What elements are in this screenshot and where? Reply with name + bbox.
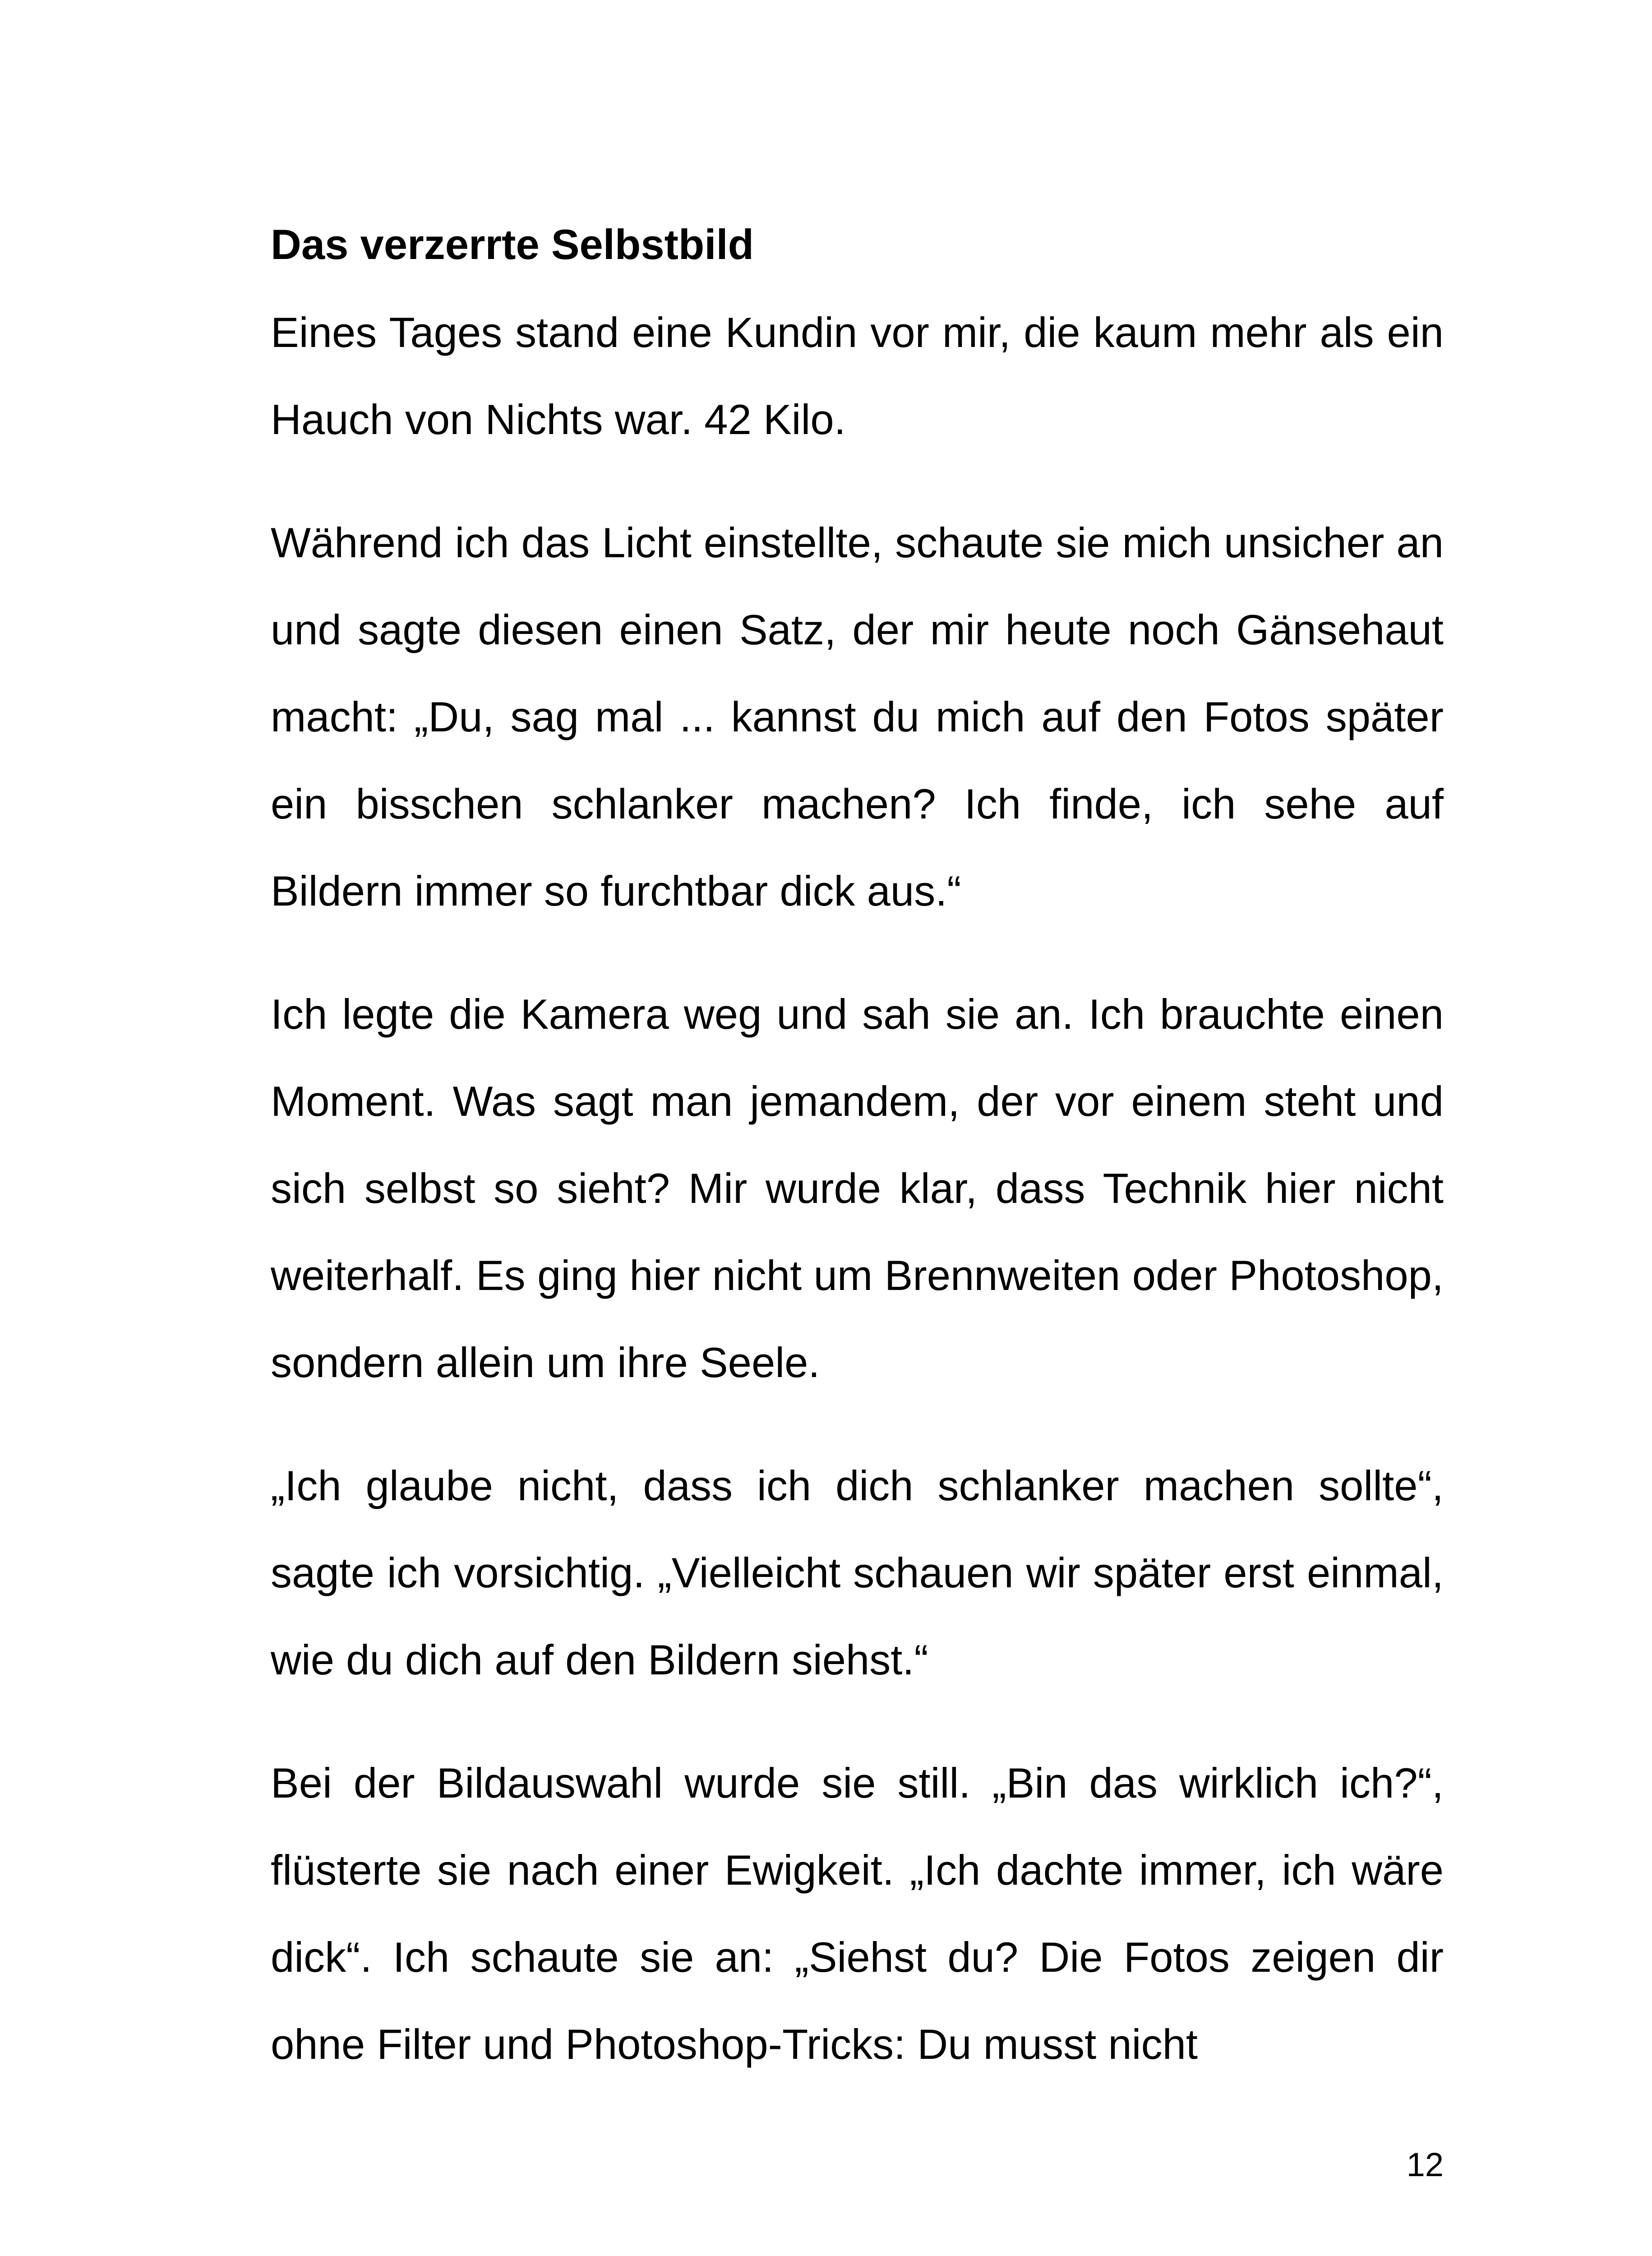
page-number: 12 [1406,2146,1444,2183]
paragraph-1: Eines Tages stand eine Kundin vor mir, die kaum mehr als ein Hauch von Nichts war. 42 Kilo. [271,309,1444,443]
paragraph-2: Während ich das Licht einstellte, schaute sie mich unsicher an und sagte diesen einen Satz, der mir heute noch Gänsehaut macht: „Du, sag mal ... kannst du mich auf den Fotos später ein bisschen schlanker machen? Ich finde, ich sehe auf Bildern immer so furchtbar dick aus.“ [271,519,1444,915]
paragraph-4: „Ich glaube nicht, dass ich dich schlanker machen sollte“, sagte ich vorsichtig. „Vielleicht schauen wir später erst einmal, wie du dich auf den Bildern siehst.“ [271,1462,1444,1683]
paragraph-5: Bei der Bildauswahl wurde sie still. „Bin das wirklich ich?“, flüsterte sie nach einer Ewigkeit. „Ich dachte immer, ich wäre dick“. Ich schaute sie an: „Siehst du? Die Fotos zeigen dir ohne Filter und Photoshop-Tricks: Du musst nicht [271,1759,1444,2068]
section-heading: Das verzerrte Selbstbild [271,221,754,268]
paragraph-3: Ich legte die Kamera weg und sah sie an. Ich brauchte einen Moment. Was sagt man jemandem, der vor einem steht und sich selbst so sieht? Mir wurde klar, dass Technik hier nicht weiterhalf. Es ging hier nicht um Brennweiten oder Photoshop, sondern allein um ihre Seele. [271,990,1444,1386]
page-content [271,201,1444,2124]
